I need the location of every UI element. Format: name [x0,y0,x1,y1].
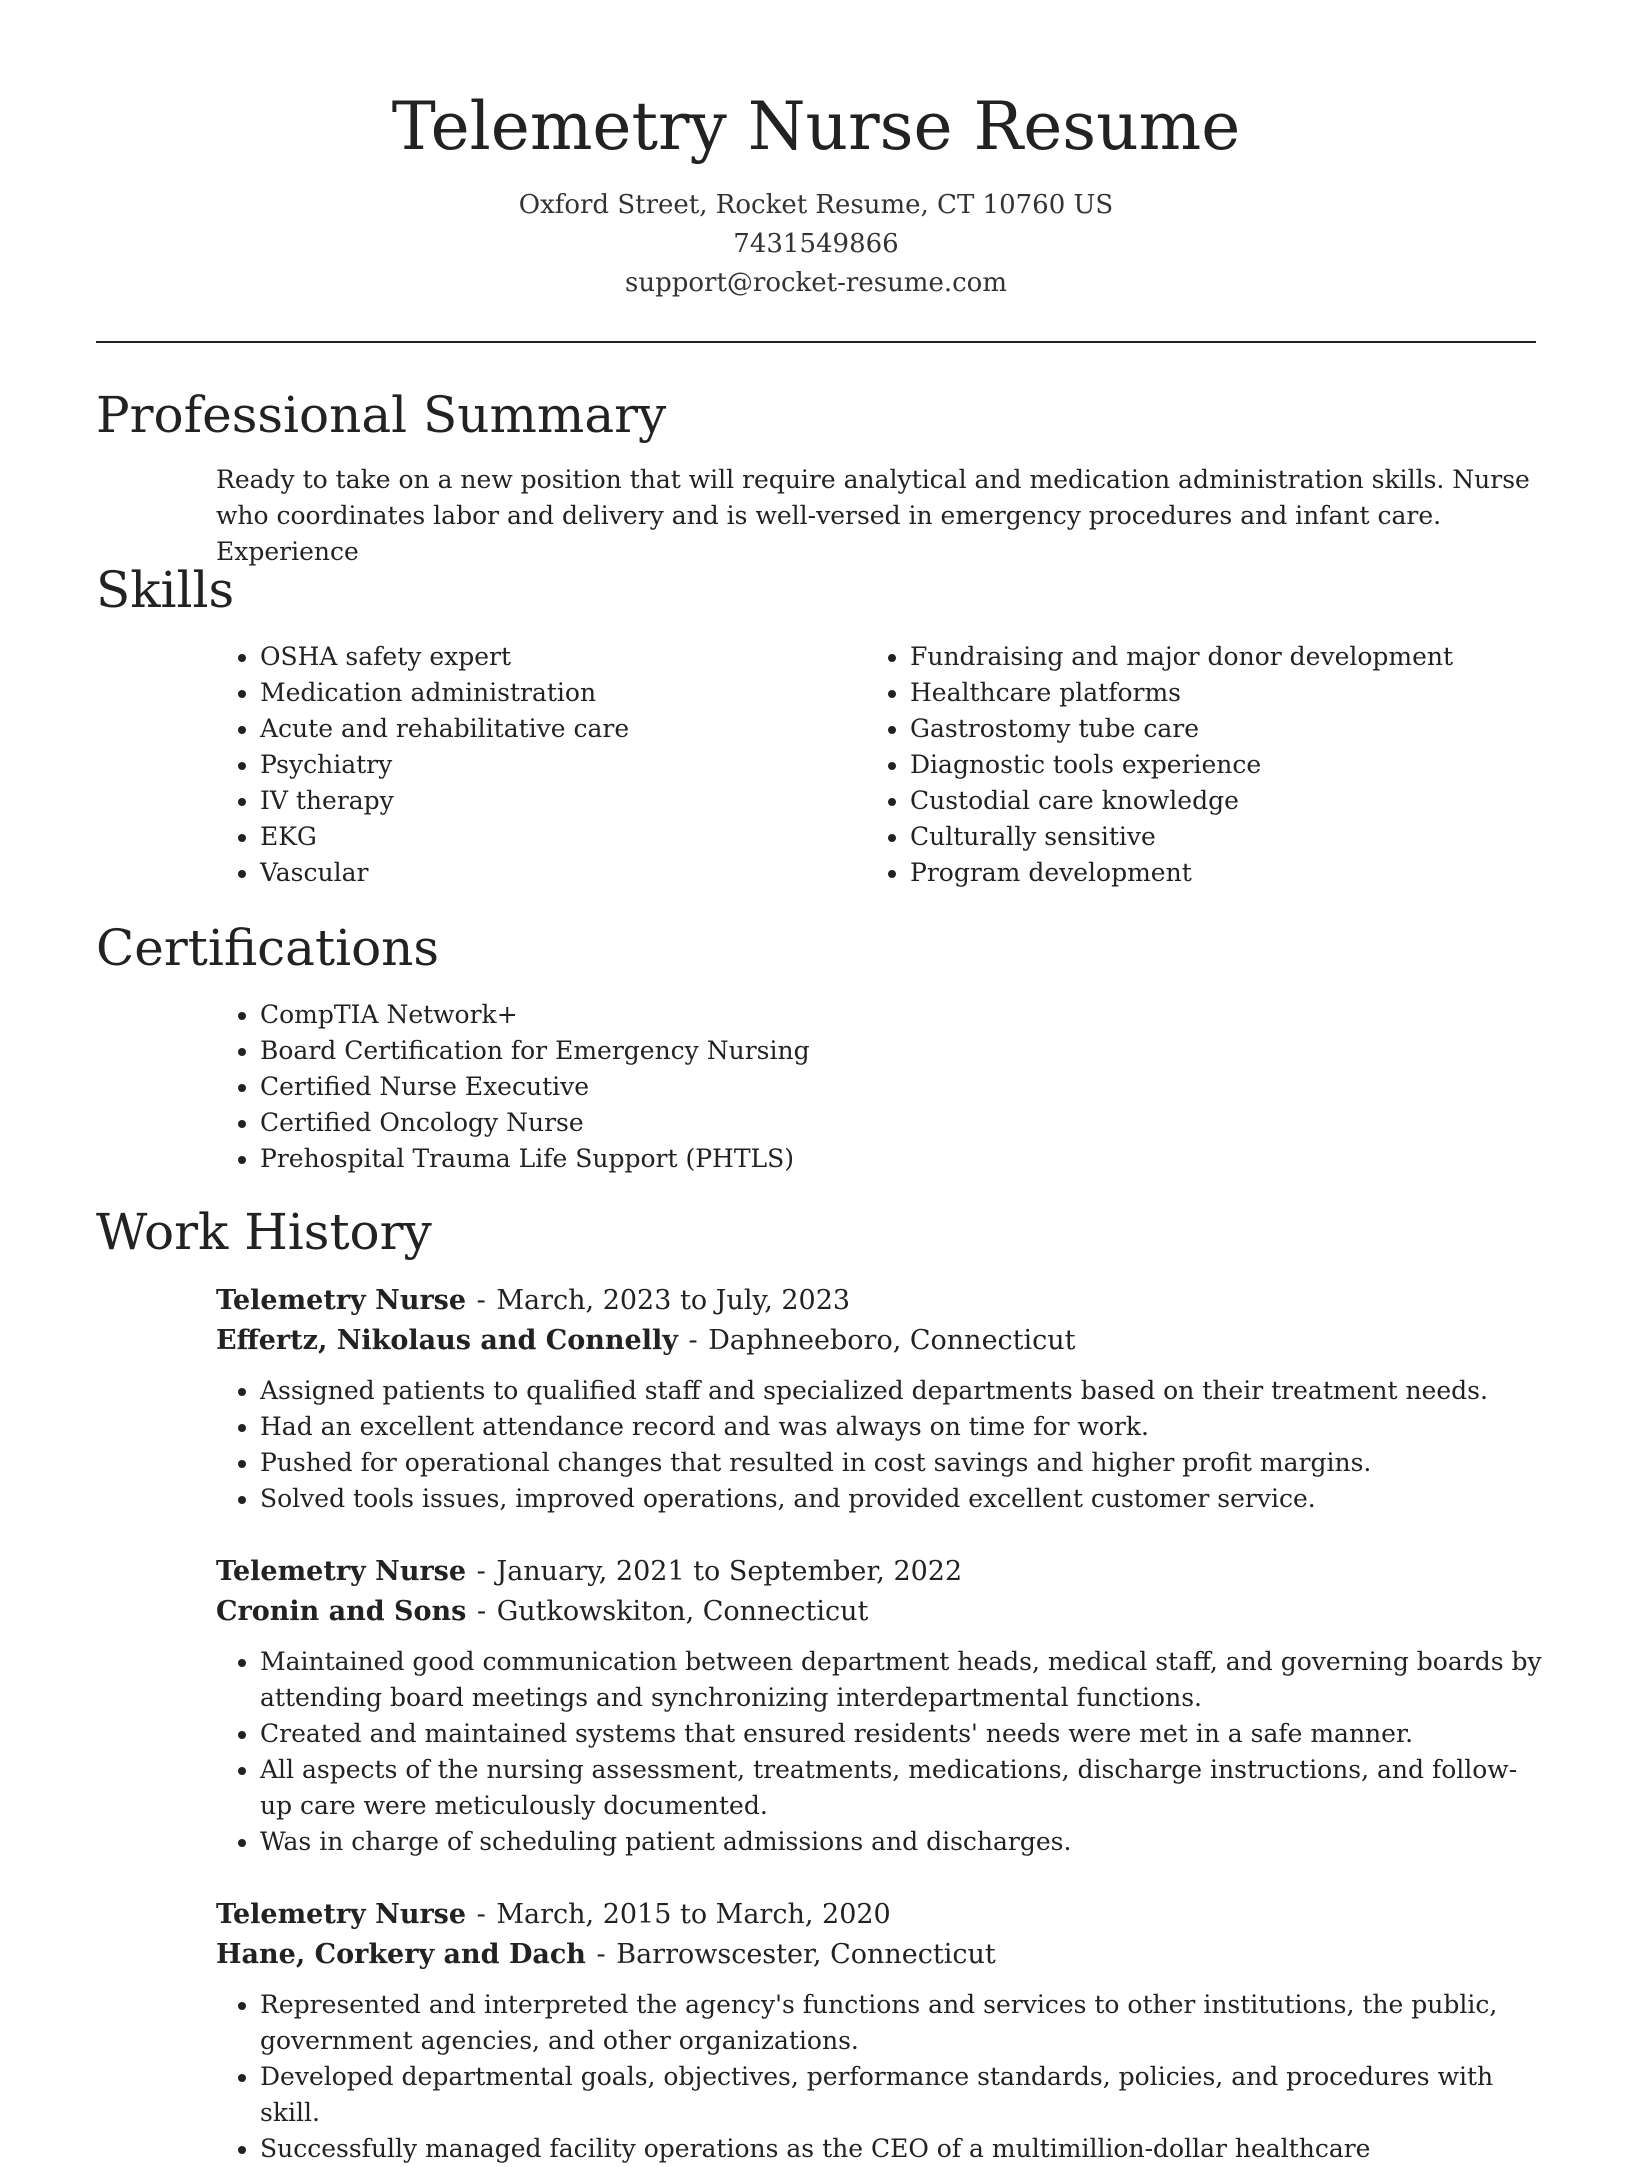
job-dates: March, 2015 to March, 2020 [496,1899,891,1930]
skill-item: • EKG [260,819,816,855]
job-dates: March, 2023 to July, 2023 [496,1285,851,1316]
contact-address: Oxford Street, Rocket Resume, CT 10760 US [518,190,1114,220]
job-location: Barrowscester, Connecticut [616,1939,996,1970]
skill-item: • Fundraising and major donor development [910,639,1546,675]
skill-item: • OSHA safety expert [260,639,816,675]
job-title-line [216,1281,1546,1321]
separator: - [476,1556,486,1587]
skills-column-left [216,639,816,891]
skill-item: • Program development [910,855,1546,891]
job-duties [216,1644,1546,1860]
contact-email: support@rocket-resume.com [624,268,1007,298]
job-duty: • Had an excellent attendance record and was always on time for work. [260,1409,1546,1445]
job-duty: • Assigned patients to qualified staff and specialized departments based on their treatment needs. [260,1373,1546,1409]
job-company: Cronin and Sons [216,1596,467,1627]
job-duties [216,1373,1546,1517]
job-company: Hane, Corkery and Dach [216,1939,586,1970]
certifications-heading: Certifications [96,919,440,977]
skill-item: • Healthcare platforms [910,675,1546,711]
job-company-line [216,1321,1546,1361]
job-company-line [216,1592,1546,1632]
job-entry [216,1552,1546,1860]
separator: - [688,1325,698,1356]
resume-title: Telemetry Nurse Resume [391,88,1241,165]
contact-phone: 7431549866 [733,229,899,259]
summary-heading: Professional Summary [96,386,667,444]
work-history-heading: Work History [96,1203,432,1261]
separator: - [476,1596,487,1627]
separator: - [476,1285,486,1316]
certification-item: • Prehospital Trauma Life Support (PHTLS) [260,1141,1416,1177]
skills-heading: Skills [96,561,235,619]
job-location: Daphneeboro, Connecticut [708,1325,1076,1356]
job-duty: • Was in charge of scheduling patient admissions and discharges. [260,1824,1546,1860]
summary-text: Ready to take on a new position that will require analytical and medication administration skills. Nurse who coordinates labor and delivery and is well-versed in emergency procedures and infant care. Experience [216,465,1530,566]
skill-item: • Psychiatry [260,747,816,783]
job-entry [216,1281,1546,1517]
job-title-line [216,1895,1546,1935]
skill-item: • Gastrostomy tube care [910,711,1546,747]
skill-item: • Custodial care knowledge [910,783,1546,819]
job-location: Gutkowskiton, Connecticut [496,1596,869,1627]
skill-item: • Acute and rehabilitative care [260,711,816,747]
certification-item: • CompTIA Network+ [260,997,1416,1033]
job-entry [216,1895,1546,2167]
job-duty: • All aspects of the nursing assessment, treatments, medications, discharge instructions, and follow-up care were meticulously documented. [260,1752,1546,1824]
job-title-line [216,1552,1546,1592]
job-title: Telemetry Nurse [216,1899,467,1930]
skills-column-right [866,639,1546,891]
job-duty: • Successfully managed facility operations as the CEO of a multimillion-dollar healthcare [260,2131,1546,2167]
separator: - [596,1939,606,1970]
skill-item: • Diagnostic tools experience [910,747,1546,783]
job-duties [216,1987,1546,2167]
job-dates: January, 2021 to September, 2022 [496,1556,963,1587]
job-duty: • Maintained good communication between department heads, medical staff, and governing boards by attending board meetings and synchronizing interdepartmental functions. [260,1644,1546,1716]
job-duty: • Represented and interpreted the agency's functions and services to other institutions, the public, government agencies, and other organizations. [260,1987,1546,2059]
skills-list-right [866,639,1546,891]
skill-item: • Vascular [260,855,816,891]
job-duty: • Developed departmental goals, objectives, performance standards, policies, and procedures with skill. [260,2059,1546,2131]
separator: - [476,1899,486,1930]
job-duty: • Solved tools issues, improved operations, and provided excellent customer service. [260,1481,1546,1517]
certifications-block [216,997,1416,1177]
resume-header [0,0,1632,303]
skill-item: • Culturally sensitive [910,819,1546,855]
certification-item: • Certified Nurse Executive [260,1069,1416,1105]
skill-item: • IV therapy [260,783,816,819]
skills-list-left [216,639,816,891]
certification-item: • Board Certification for Emergency Nursing [260,1033,1416,1069]
certification-item: • Certified Oncology Nurse [260,1105,1416,1141]
skill-item: • Medication administration [260,675,816,711]
job-duty: • Created and maintained systems that ensured residents' needs were met in a safe manner. [260,1716,1546,1752]
job-company-line [216,1935,1546,1975]
certifications-list [216,997,1416,1177]
job-duty: • Pushed for operational changes that resulted in cost savings and higher profit margins. [260,1445,1546,1481]
job-title: Telemetry Nurse [216,1285,467,1316]
job-company: Effertz, Nikolaus and Connelly [216,1325,678,1356]
job-title: Telemetry Nurse [216,1556,467,1587]
header-divider [96,341,1536,343]
contact-block [0,186,1632,303]
